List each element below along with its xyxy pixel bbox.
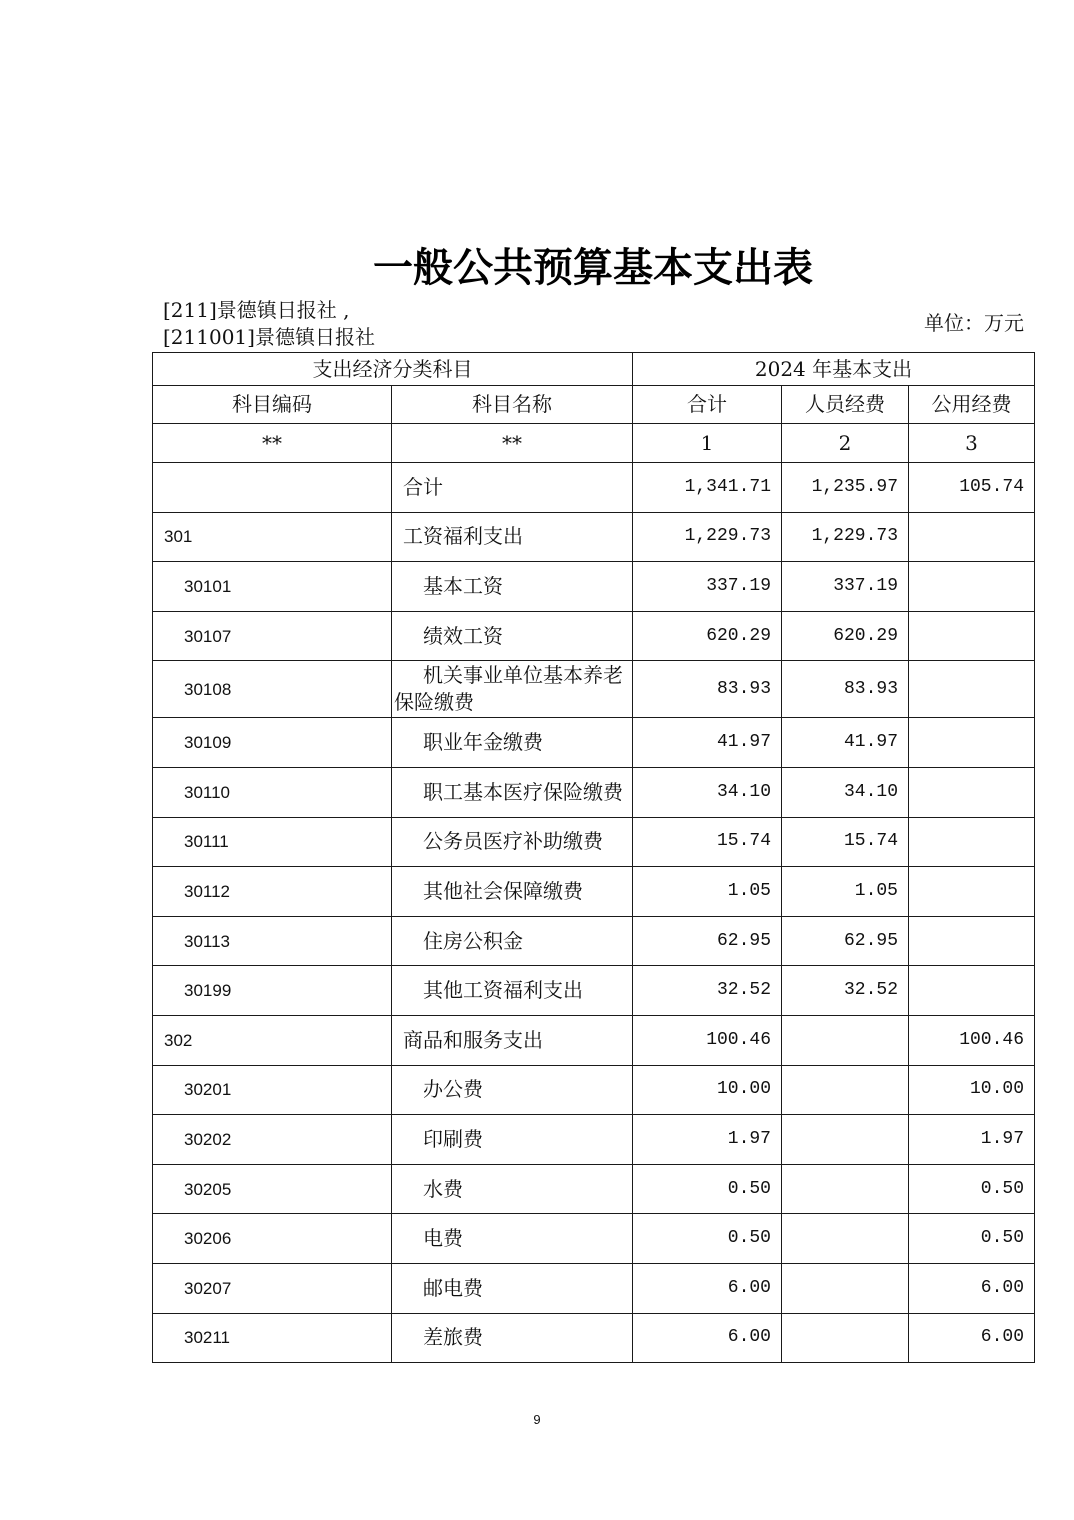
cell-name: 其他工资福利支出 bbox=[392, 966, 633, 1016]
cell-personnel bbox=[782, 1164, 909, 1214]
table-row bbox=[153, 867, 1035, 917]
group-header-basic-expenditure: 2024 年基本支出 bbox=[633, 353, 1035, 386]
cell-public: 0.50 bbox=[909, 1214, 1035, 1264]
cell-total: 15.74 bbox=[633, 817, 782, 867]
cell-public: 0.50 bbox=[909, 1164, 1035, 1214]
cell-name: 机关事业单位基本养老保险缴费 bbox=[392, 661, 633, 718]
cell-name: 办公费 bbox=[392, 1065, 633, 1115]
index-cell: ** bbox=[392, 424, 633, 463]
cell-personnel bbox=[782, 1313, 909, 1363]
cell-public bbox=[909, 867, 1035, 917]
cell-total: 100.46 bbox=[633, 1015, 782, 1065]
cell-total: 337.19 bbox=[633, 562, 782, 612]
cell-total: 0.50 bbox=[633, 1164, 782, 1214]
table-row bbox=[153, 1015, 1035, 1065]
cell-code: 30110 bbox=[153, 767, 392, 817]
cell-name: 工资福利支出 bbox=[392, 512, 633, 562]
agency-line: [211]景德镇日报社 , bbox=[163, 298, 350, 322]
column-header-public: 公用经费 bbox=[909, 386, 1035, 424]
table-row bbox=[153, 1065, 1035, 1115]
cell-public bbox=[909, 611, 1035, 661]
cell-name: 电费 bbox=[392, 1214, 633, 1264]
cell-total: 1,341.71 bbox=[633, 463, 782, 513]
cell-personnel: 32.52 bbox=[782, 966, 909, 1016]
cell-name: 绩效工资 bbox=[392, 611, 633, 661]
table-row bbox=[153, 718, 1035, 768]
budget-table bbox=[152, 352, 1035, 1363]
table-row bbox=[153, 1313, 1035, 1363]
cell-personnel: 1.05 bbox=[782, 867, 909, 917]
column-header-personnel: 人员经费 bbox=[782, 386, 909, 424]
cell-public bbox=[909, 512, 1035, 562]
cell-public: 6.00 bbox=[909, 1313, 1035, 1363]
table-row bbox=[153, 1263, 1035, 1313]
cell-name: 邮电费 bbox=[392, 1263, 633, 1313]
cell-code: 30113 bbox=[153, 916, 392, 966]
cell-name: 基本工资 bbox=[392, 562, 633, 612]
index-cell: 1 bbox=[633, 424, 782, 463]
cell-public bbox=[909, 718, 1035, 768]
cell-code: 30111 bbox=[153, 817, 392, 867]
cell-total: 34.10 bbox=[633, 767, 782, 817]
cell-code: 30205 bbox=[153, 1164, 392, 1214]
cell-total: 32.52 bbox=[633, 966, 782, 1016]
cell-name: 印刷费 bbox=[392, 1115, 633, 1165]
page-title: 一般公共预算基本支出表 bbox=[373, 244, 813, 291]
cell-personnel bbox=[782, 1115, 909, 1165]
cell-code: 30109 bbox=[153, 718, 392, 768]
index-row bbox=[153, 424, 1035, 463]
cell-personnel: 1,235.97 bbox=[782, 463, 909, 513]
cell-code: 30199 bbox=[153, 966, 392, 1016]
cell-code: 30211 bbox=[153, 1313, 392, 1363]
index-cell: ** bbox=[153, 424, 392, 463]
cell-code: 30207 bbox=[153, 1263, 392, 1313]
group-header-row bbox=[153, 353, 1035, 386]
table-row bbox=[153, 1115, 1035, 1165]
group-header-classification: 支出经济分类科目 bbox=[153, 353, 633, 386]
cell-total: 6.00 bbox=[633, 1313, 782, 1363]
cell-personnel bbox=[782, 1263, 909, 1313]
cell-name: 公务员医疗补助缴费 bbox=[392, 817, 633, 867]
cell-public: 105.74 bbox=[909, 463, 1035, 513]
table-row bbox=[153, 661, 1035, 718]
cell-total: 6.00 bbox=[633, 1263, 782, 1313]
cell-code: 30112 bbox=[153, 867, 392, 917]
cell-total: 1.97 bbox=[633, 1115, 782, 1165]
cell-code: 30201 bbox=[153, 1065, 392, 1115]
column-header-total: 合计 bbox=[633, 386, 782, 424]
cell-public bbox=[909, 966, 1035, 1016]
index-cell: 2 bbox=[782, 424, 909, 463]
table-row bbox=[153, 1164, 1035, 1214]
table-row bbox=[153, 562, 1035, 612]
cell-personnel bbox=[782, 1015, 909, 1065]
cell-personnel: 337.19 bbox=[782, 562, 909, 612]
cell-code: 30101 bbox=[153, 562, 392, 612]
cell-total: 1,229.73 bbox=[633, 512, 782, 562]
agency-info bbox=[163, 297, 375, 351]
cell-personnel bbox=[782, 1214, 909, 1264]
cell-code: 301 bbox=[153, 512, 392, 562]
page-number: 9 bbox=[533, 1412, 541, 1427]
cell-public: 1.97 bbox=[909, 1115, 1035, 1165]
cell-public bbox=[909, 767, 1035, 817]
cell-code: 30107 bbox=[153, 611, 392, 661]
cell-name: 合计 bbox=[392, 463, 633, 513]
cell-personnel: 15.74 bbox=[782, 817, 909, 867]
cell-total: 620.29 bbox=[633, 611, 782, 661]
cell-personnel: 62.95 bbox=[782, 916, 909, 966]
cell-name: 水费 bbox=[392, 1164, 633, 1214]
cell-name: 职业年金缴费 bbox=[392, 718, 633, 768]
table-row bbox=[153, 817, 1035, 867]
table-row bbox=[153, 611, 1035, 661]
cell-code: 30206 bbox=[153, 1214, 392, 1264]
cell-personnel: 83.93 bbox=[782, 661, 909, 718]
cell-total: 41.97 bbox=[633, 718, 782, 768]
cell-personnel: 620.29 bbox=[782, 611, 909, 661]
column-header-name: 科目名称 bbox=[392, 386, 633, 424]
cell-name: 职工基本医疗保险缴费 bbox=[392, 767, 633, 817]
cell-personnel: 1,229.73 bbox=[782, 512, 909, 562]
table-row bbox=[153, 767, 1035, 817]
cell-name: 住房公积金 bbox=[392, 916, 633, 966]
table-row bbox=[153, 1214, 1035, 1264]
cell-public bbox=[909, 661, 1035, 718]
table-row bbox=[153, 512, 1035, 562]
cell-public bbox=[909, 562, 1035, 612]
cell-public: 6.00 bbox=[909, 1263, 1035, 1313]
table-row bbox=[153, 966, 1035, 1016]
cell-public: 10.00 bbox=[909, 1065, 1035, 1115]
cell-public bbox=[909, 916, 1035, 966]
table-row bbox=[153, 916, 1035, 966]
unit-label: 单位：万元 bbox=[924, 311, 1024, 335]
cell-code bbox=[153, 463, 392, 513]
cell-total: 1.05 bbox=[633, 867, 782, 917]
cell-code: 302 bbox=[153, 1015, 392, 1065]
agency-line: [211001]景德镇日报社 bbox=[163, 325, 375, 349]
cell-name: 差旅费 bbox=[392, 1313, 633, 1363]
cell-personnel: 41.97 bbox=[782, 718, 909, 768]
cell-personnel: 34.10 bbox=[782, 767, 909, 817]
cell-total: 0.50 bbox=[633, 1214, 782, 1264]
cell-code: 30202 bbox=[153, 1115, 392, 1165]
cell-total: 83.93 bbox=[633, 661, 782, 718]
cell-total: 62.95 bbox=[633, 916, 782, 966]
cell-public: 100.46 bbox=[909, 1015, 1035, 1065]
index-cell: 3 bbox=[909, 424, 1035, 463]
cell-public bbox=[909, 817, 1035, 867]
column-header-row bbox=[153, 386, 1035, 424]
cell-name: 商品和服务支出 bbox=[392, 1015, 633, 1065]
table-row bbox=[153, 463, 1035, 513]
cell-name: 其他社会保障缴费 bbox=[392, 867, 633, 917]
cell-personnel bbox=[782, 1065, 909, 1115]
cell-code: 30108 bbox=[153, 661, 392, 718]
column-header-code: 科目编码 bbox=[153, 386, 392, 424]
cell-total: 10.00 bbox=[633, 1065, 782, 1115]
